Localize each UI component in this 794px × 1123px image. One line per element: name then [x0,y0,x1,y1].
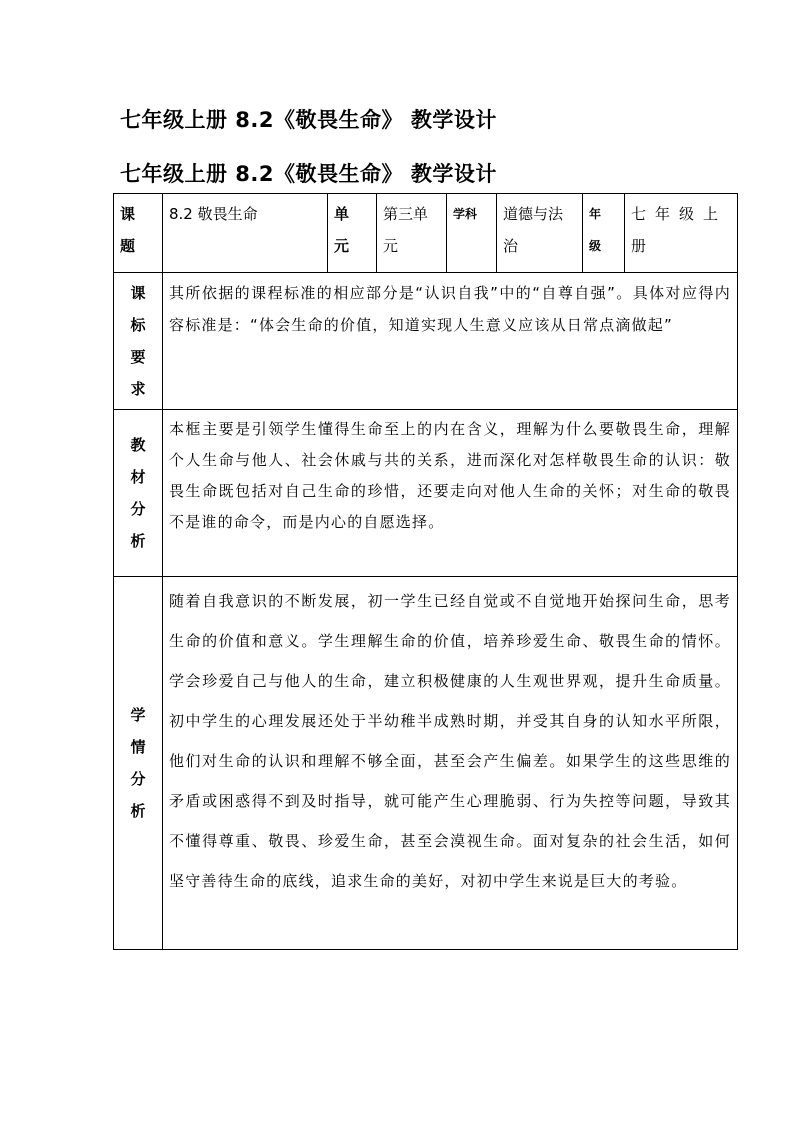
document-title: 七年级上册 8.2《敬畏生命》 教学设计 [120,162,497,186]
lesson-value: 8.2 敬畏生命 [163,194,328,273]
curriculum-standard-label: 课 标 要 求 [114,273,163,410]
student-analysis-text: 随着自我意识的不断发展，初一学生已经自觉或不自觉地开始探问生命，思考生命的价值和意义。学生理解生命的价值，培养珍爱生命、敬畏生命的情怀。学会珍爱自己与他人的生命，建立积极健康的人生观世界观，提升生命质量。初中学生的心理发展还处于半幼稚半成熟时期，并受其自身的认知水平所限，他们对生命的认识和理解不够全面，甚至会产生偏差。如果学生的这些思维的矛盾或困惑得不到及时指导，就可能产生心理脆弱、行为失控等问题，导致其不懂得尊重、敬畏、珍爱生命，甚至会漠视生命。面对复杂的社会生活，如何坚守善待生命的底线，追求生命的美好，对初中学生来说是巨大的考验。 [163,577,738,950]
header-row [114,194,738,273]
textbook-analysis-row [114,410,738,577]
grade-value: 七年级上 册 [625,194,738,273]
grade-label: 年 级 [583,194,625,273]
curriculum-standard-text: 其所依据的课程标准的相应部分是“认识自我”中的“自尊自强”。具体对应得内容标准是：“体会生命的价值，知道实现人生意义应该从日常点滴做起” [163,273,738,410]
document-title-top: 七年级上册 8.2《敬畏生命》 教学设计 [120,108,497,132]
textbook-analysis-text: 本框主要是引领学生懂得生命至上的内在含义，理解为什么要敬畏生命，理解个人生命与他人、社会休戚与共的关系，进而深化对怎样敬畏生命的认识：敬畏生命既包括对自己生命的珍惜，还要走向对他人生命的关怀；对生命的敬畏不是谁的命令，而是内心的自愿选择。 [163,410,738,577]
student-analysis-label: 学 情 分 析 [114,577,163,950]
textbook-analysis-label: 教 材 分 析 [114,410,163,577]
subject-label: 学科 [447,194,497,273]
student-analysis-row [114,577,738,950]
subject-value: 道德与法 治 [497,194,583,273]
curriculum-standard-row [114,273,738,410]
unit-value: 第三单 元 [377,194,447,273]
unit-label: 单 元 [328,194,377,273]
lesson-design-table [113,193,738,950]
lesson-label: 课 题 [114,194,163,273]
